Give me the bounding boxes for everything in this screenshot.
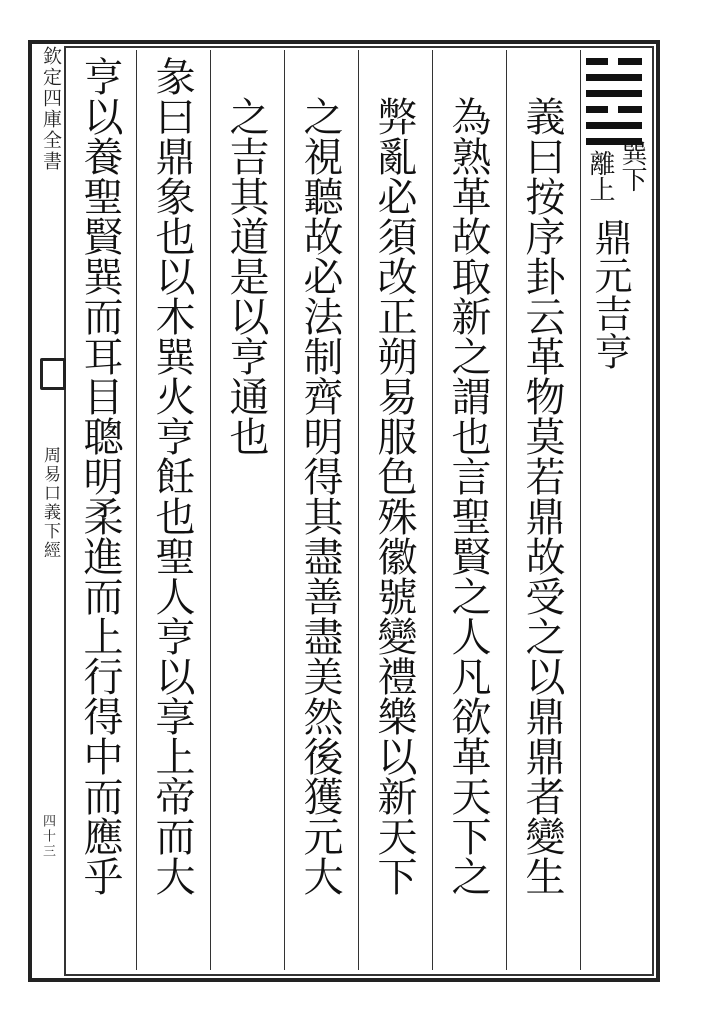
text-column-1: 義曰按序卦云革物莫若鼎故受之以鼎鼎者變生 <box>519 96 565 896</box>
text-column-7: 亨以養聖賢巽而耳目聰明柔進而上行得中而應乎 <box>77 56 123 896</box>
column-rule <box>506 50 507 970</box>
column-rule <box>580 50 581 970</box>
page-number: 四十三 <box>40 814 55 859</box>
text-column-5: 之吉其道是以亨通也 <box>223 96 269 456</box>
trigram-lower-label: 離上 <box>585 150 615 202</box>
text-column-2: 為熟革故取新之謂也言聖賢之人凡欲革天下之 <box>445 96 491 896</box>
column-rule <box>210 50 211 970</box>
text-column-3: 弊亂必須改正朔易服色殊徽號變禮樂以新天下 <box>371 96 417 896</box>
hexagram-heading: 鼎元吉亨 <box>588 218 632 370</box>
column-rule <box>358 50 359 970</box>
column-rule <box>432 50 433 970</box>
collection-title: 欽定四庫全書 <box>40 46 62 172</box>
column-rule <box>284 50 285 970</box>
column-rule <box>136 50 137 970</box>
section-title: 周易口義下經 <box>40 446 60 560</box>
margin-gutter <box>34 46 64 976</box>
fish-tail-mark <box>40 358 66 390</box>
text-column-6: 彖曰鼎象也以木巽火亨飪也聖人亨以享上帝而大 <box>149 56 195 896</box>
text-column-4: 之視聽故必法制齊明得其盡善盡美然後獲元大 <box>297 96 343 896</box>
trigram-upper-label: 巽下 <box>617 140 647 192</box>
